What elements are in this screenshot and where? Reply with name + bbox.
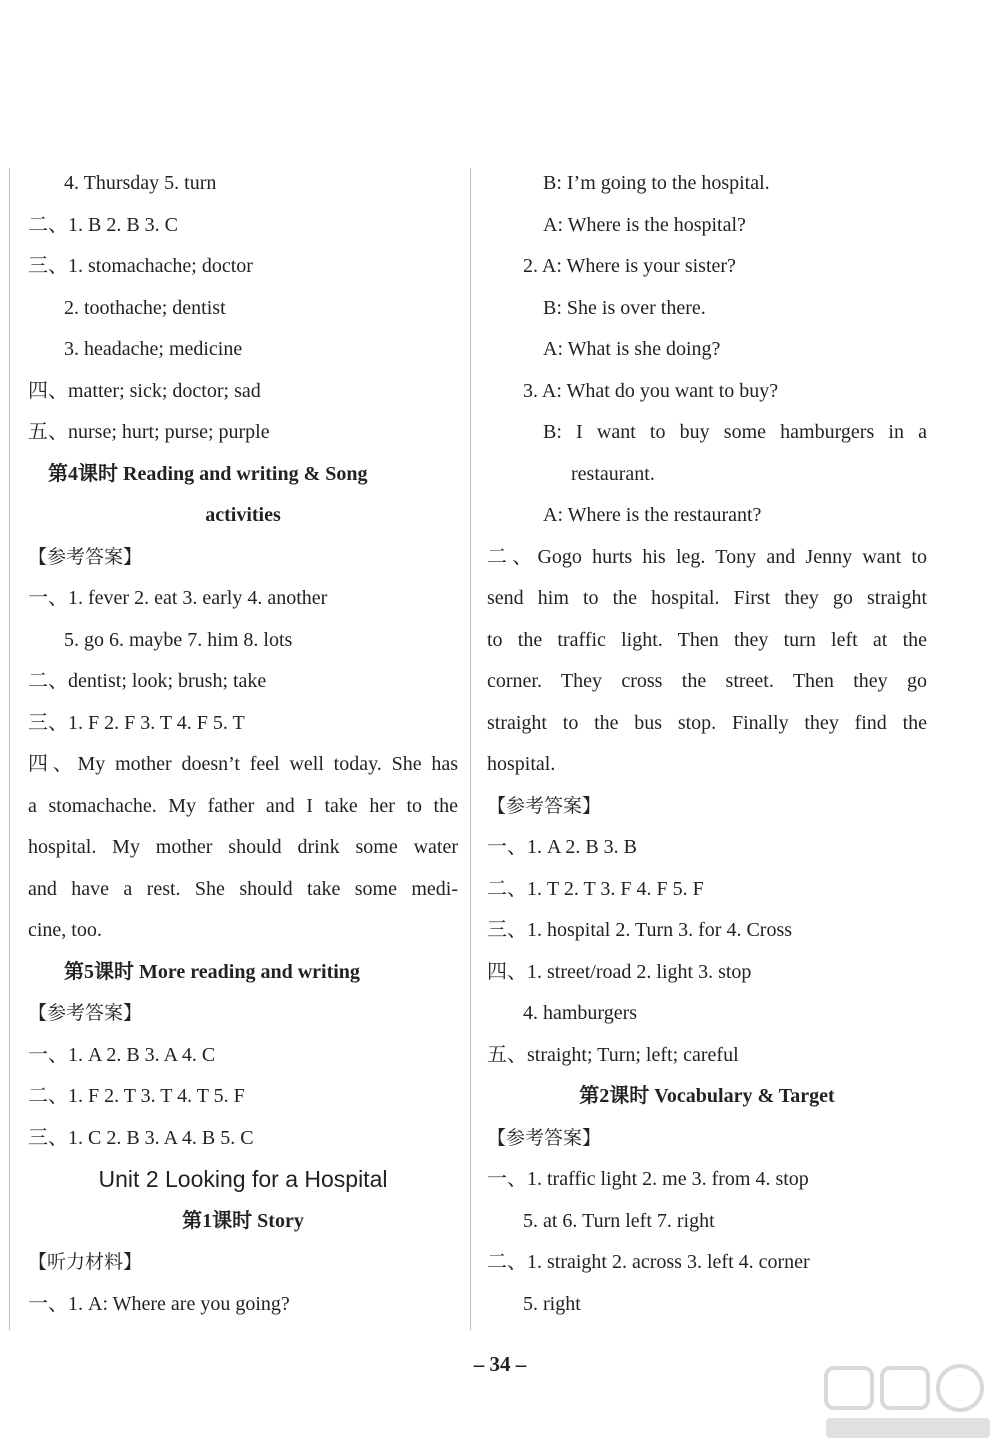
dialogue-line: B: I’m going to the hospital.: [543, 172, 770, 194]
page-number: – 34 –: [473, 1352, 527, 1376]
dialogue-line: A: Where is the hospital?: [543, 213, 746, 236]
passage-line: hospital.: [487, 753, 556, 775]
passage-line: cine, too.: [28, 919, 102, 941]
passage-line: straight to the bus stop. Finally they find the: [487, 711, 927, 734]
passage-line: 四、My mother doesn’t feel well today. She has: [28, 753, 458, 775]
passage-line: 二、Gogo hurts his leg. Tony and Jenny want to: [487, 545, 927, 568]
dialogue-line: 3. A: What do you want to buy?: [523, 379, 779, 402]
listening-material-label: 【听力材料】: [28, 1251, 143, 1273]
answer-line: 一、1. traffic light 2. me 3. from 4. stop: [487, 1168, 809, 1190]
answer-key-label: 【参考答案】: [487, 1126, 602, 1149]
answer-line: 3. headache; medicine: [64, 338, 243, 360]
watermark-logo: [822, 1362, 994, 1444]
answer-line: 一、1. A: Where are you going?: [28, 1292, 290, 1315]
answer-line: 一、1. A 2. B 3. B: [487, 836, 638, 858]
dialogue-line: B: She is over there.: [543, 296, 706, 319]
answer-line: 2. toothache; dentist: [64, 296, 226, 319]
answer-line: 四、1. street/road 2. light 3. stop: [487, 960, 752, 983]
dialogue-line: A: Where is the restaurant?: [543, 504, 762, 526]
answer-line: 二、1. straight 2. across 3. left 4. corner: [487, 1251, 810, 1273]
answer-line: 二、1. F 2. T 3. T 4. T 5. F: [28, 1085, 245, 1107]
passage-line: to the traffic light. Then they turn left at the: [487, 628, 927, 651]
dialogue-line: A: What is she doing?: [543, 338, 721, 360]
answer-line: 4. Thursday 5. turn: [64, 172, 217, 194]
answer-key-label: 【参考答案】: [487, 794, 602, 817]
left-margin-rule: [9, 168, 10, 1330]
unit-title: Unit 2 Looking for a Hospital: [98, 1166, 388, 1192]
dialogue-line: 2. A: Where is your sister?: [523, 255, 736, 277]
answer-line: 5. go 6. maybe 7. him 8. lots: [64, 628, 293, 651]
answer-line: 五、straight; Turn; left; careful: [487, 1043, 739, 1066]
answer-line: 二、dentist; look; brush; take: [28, 670, 267, 692]
passage-line: corner. They cross the street. Then they go: [487, 670, 927, 692]
answer-line: 四、matter; sick; doctor; sad: [28, 379, 261, 402]
answer-line: 一、1. A 2. B 3. A 4. C: [28, 1043, 216, 1066]
answer-line: 5. at 6. Turn left 7. right: [523, 1209, 715, 1232]
answer-key-label: 【参考答案】: [28, 545, 143, 568]
lesson-heading: 第2课时 Vocabulary & Target: [579, 1085, 835, 1107]
column-divider: [470, 168, 471, 1330]
passage-line: send him to the hospital. First they go straight: [487, 587, 927, 609]
dialogue-line: restaurant.: [571, 462, 655, 485]
answer-line: 三、1. C 2. B 3. A 4. B 5. C: [28, 1126, 254, 1149]
answer-line: 二、1. T 2. T 3. F 4. F 5. F: [487, 877, 704, 900]
right-column: [487, 163, 927, 1325]
answer-line: 4. hamburgers: [523, 1002, 638, 1024]
passage-line: and have a rest. She should take some medi-: [28, 877, 458, 900]
answer-key-label: 【参考答案】: [28, 1002, 143, 1024]
answer-line: 三、1. F 2. F 3. T 4. F 5. T: [28, 711, 245, 734]
lesson-heading: 第4课时 Reading and writing & Song: [48, 462, 368, 485]
answer-line: 二、1. B 2. B 3. C: [28, 213, 179, 236]
passage-line: hospital. My mother should drink some water: [28, 836, 458, 858]
dialogue-line: B: I want to buy some hamburgers in a: [543, 421, 927, 443]
answer-line: 5. right: [523, 1292, 581, 1315]
lesson-heading-continued: activities: [205, 504, 281, 526]
answer-line: 三、1. stomachache; doctor: [28, 255, 253, 277]
passage-line: a stomachache. My father and I take her to the: [28, 794, 458, 817]
lesson-heading: 第5课时 More reading and writing: [64, 960, 360, 983]
answer-line: 五、nurse; hurt; purse; purple: [28, 421, 270, 443]
answer-line: 一、1. fever 2. eat 3. early 4. another: [28, 587, 328, 609]
answer-line: 三、1. hospital 2. Turn 3. for 4. Cross: [487, 919, 793, 941]
lesson-heading: 第1课时 Story: [182, 1209, 304, 1232]
left-column: [28, 163, 458, 1325]
